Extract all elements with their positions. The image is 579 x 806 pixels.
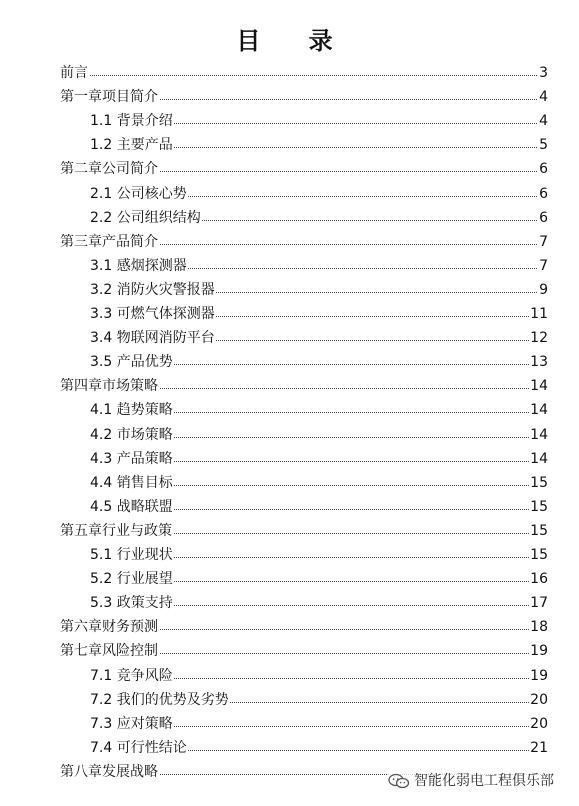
toc-section-entry[interactable] (0, 591, 579, 615)
toc-chapter-entry[interactable] (0, 615, 579, 639)
toc-page-number: 21 (530, 739, 548, 756)
toc-entry-label: 1.1 背景介绍 (90, 113, 173, 130)
toc-section-entry[interactable] (0, 302, 579, 326)
toc-chapter-entry[interactable] (0, 519, 579, 543)
toc-entry-label: 7.1 竞争风险 (90, 667, 173, 684)
toc-entry-label: 3.2 消防火灾警报器 (90, 281, 215, 298)
toc-page-number: 19 (530, 667, 548, 684)
toc-page-number: 5 (539, 137, 548, 154)
toc-page-number: 14 (530, 378, 548, 395)
toc-page-number: 14 (530, 402, 548, 419)
toc-page-number: 9 (539, 281, 548, 298)
toc-chapter-entry[interactable] (0, 85, 579, 109)
toc-chapter-entry[interactable] (0, 61, 579, 85)
toc-page-number: 11 (530, 306, 548, 322)
toc-section-entry[interactable] (0, 423, 579, 447)
toc-page-number: 19 (530, 643, 548, 660)
toc-entry-label: 3.4 物联网消防平台 (90, 330, 215, 347)
toc-page-number: 13 (530, 354, 548, 371)
toc-entry-label: 4.2 市场策略 (90, 426, 173, 443)
toc-page-number: 15 (530, 498, 548, 515)
toc-page-number: 16 (530, 571, 548, 588)
toc-page-number: 14 (530, 426, 548, 443)
toc-section-entry[interactable] (0, 567, 579, 591)
toc-page-number: 6 (539, 161, 548, 178)
toc-page-number: 7 (539, 257, 548, 274)
toc-section-entry[interactable] (0, 447, 579, 471)
toc-section-entry[interactable] (0, 688, 579, 712)
toc-section-entry[interactable] (0, 206, 579, 230)
toc-page-number: 17 (530, 595, 548, 612)
toc-entry-label: 4.5 战略联盟 (90, 498, 173, 515)
toc-entry-label: 3.5 产品优势 (90, 354, 173, 371)
toc-section-entry[interactable] (0, 350, 579, 374)
toc-chapter-entry[interactable] (0, 230, 579, 254)
toc-section-entry[interactable] (0, 712, 579, 736)
toc-section-entry[interactable] (0, 543, 579, 567)
toc-entry-label: 5.2 行业展望 (90, 571, 173, 588)
toc-page-number: 15 (530, 522, 548, 539)
dot-leader (60, 75, 547, 76)
toc-page-number: 20 (530, 691, 548, 708)
toc-page-number: 3 (539, 65, 548, 81)
toc-chapter-entry[interactable] (0, 374, 579, 398)
toc-entry-label: 第六章财务预测 (60, 619, 158, 636)
toc-section-entry[interactable] (0, 278, 579, 302)
toc-section-entry[interactable] (0, 398, 579, 422)
toc-entry-label: 第七章风险控制 (60, 643, 158, 660)
toc-page-number: 4 (539, 89, 548, 106)
toc-entry-label: 第八章发展战略 (60, 763, 158, 780)
toc-entry-label: 5.3 政策支持 (90, 595, 173, 612)
toc-page-number: 20 (530, 715, 548, 732)
wechat-icon (388, 773, 410, 789)
toc-entry-label: 3.3 可燃气体探测器 (90, 306, 215, 322)
toc-entry-label: 第五章行业与政策 (60, 522, 172, 539)
toc-page-number: 4 (539, 113, 548, 130)
toc-entry-label: 3.1 感烟探测器 (90, 257, 187, 274)
toc-section-entry[interactable] (0, 495, 579, 519)
toc-entry-label: 7.4 可行性结论 (90, 739, 187, 756)
toc-page-number: 7 (539, 233, 548, 250)
toc-section-entry[interactable] (0, 736, 579, 760)
toc-entry-label: 1.2 主要产品 (90, 137, 173, 154)
toc-section-entry[interactable] (0, 182, 579, 206)
toc-entry-label: 第四章市场策略 (60, 378, 158, 395)
toc-section-entry[interactable] (0, 326, 579, 350)
toc-section-entry[interactable] (0, 254, 579, 278)
toc-page-number: 6 (539, 209, 548, 226)
toc-entry-label: 第三章产品简介 (60, 233, 158, 250)
toc-entry-label: 7.2 我们的优势及劣势 (90, 691, 229, 708)
toc-entry-label: 4.4 销售目标 (90, 474, 173, 491)
toc-page-number: 18 (530, 619, 548, 636)
toc-entry-label: 第二章公司简介 (60, 161, 158, 178)
watermark-text: 智能化弱电工程俱乐部 (414, 773, 554, 789)
toc-section-entry[interactable] (0, 109, 579, 133)
page-title: 目 录 (236, 27, 353, 55)
toc-entry-label: 2.2 公司组织结构 (90, 209, 201, 226)
toc-page-number: 6 (539, 185, 548, 202)
toc-entry-label: 第一章项目简介 (60, 89, 158, 106)
toc-section-entry[interactable] (0, 664, 579, 688)
toc-section-entry[interactable] (0, 471, 579, 495)
toc-entry-label: 前言 (60, 65, 88, 81)
watermark (388, 770, 579, 794)
toc-page-number: 15 (530, 474, 548, 491)
toc-entry-label: 4.1 趋势策略 (90, 402, 173, 419)
toc-page-number: 14 (530, 450, 548, 467)
toc-page-number: 12 (530, 330, 548, 347)
toc-entry-label: 2.1 公司核心势 (90, 185, 187, 202)
toc-chapter-entry[interactable] (0, 639, 579, 663)
toc-entry-label: 5.1 行业现状 (90, 547, 173, 563)
toc-chapter-entry[interactable] (0, 157, 579, 181)
toc-section-entry[interactable] (0, 133, 579, 157)
toc-page-number: 15 (530, 547, 548, 563)
toc-entry-label: 4.3 产品策略 (90, 450, 173, 467)
toc-entry-label: 7.3 应对策略 (90, 715, 173, 732)
